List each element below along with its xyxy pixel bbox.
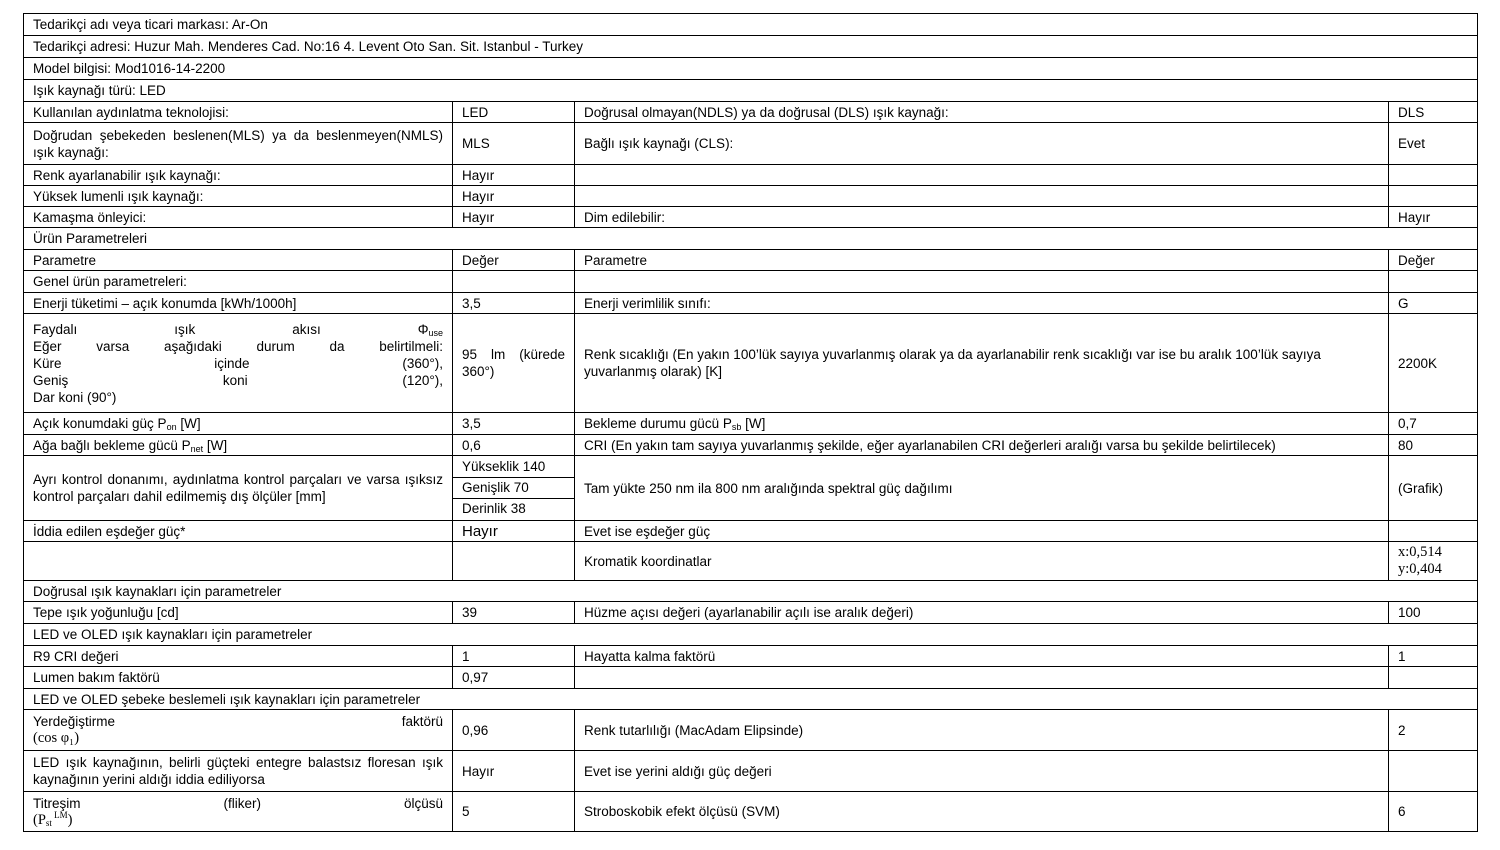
replace-label: LED ışık kaynağının, belirli güçteki entegre balastsız floresan ışık kaynağının yerini aldığı iddia ediliyorsa xyxy=(24,751,453,792)
r9-value: 1 xyxy=(453,646,575,667)
table-row xyxy=(24,792,1478,832)
svm-label: Stroboskobik efekt ölçüsü (SVM) xyxy=(575,792,1389,832)
empty-cell xyxy=(453,542,575,581)
pon-unit: [W] xyxy=(176,416,201,431)
equiv-power-label: Evet ise eşdeğer güç xyxy=(575,521,1389,542)
empty-cell xyxy=(1389,521,1478,542)
disp-text: Yerdeğiştirme faktörü xyxy=(33,714,443,729)
mls-value: MLS xyxy=(453,123,575,165)
table-row xyxy=(24,123,1478,165)
antiglare-value: Hayır xyxy=(453,207,575,228)
general-params-title: Genel ürün parametreleri: xyxy=(24,271,453,293)
pnet-value: 0,6 xyxy=(453,435,575,456)
address-row xyxy=(24,36,1478,58)
lumen-maint-label: Lumen bakım faktörü xyxy=(24,667,453,689)
empty-cell xyxy=(1389,186,1478,207)
spd-label: Tam yükte 250 nm ila 800 nm aralığında spektral güç dağılımı xyxy=(575,456,1389,521)
table-row xyxy=(24,646,1478,667)
table-row xyxy=(24,413,1478,435)
table-row xyxy=(24,165,1478,186)
table-row xyxy=(24,293,1478,314)
empty-cell xyxy=(453,271,575,293)
table-row xyxy=(24,667,1478,689)
flux-line-5: Dar koni (90°) xyxy=(33,389,117,405)
ndls-value: DLS xyxy=(1389,102,1478,123)
section-row xyxy=(24,228,1478,250)
empty-cell xyxy=(1389,271,1478,293)
pnet-unit: [W] xyxy=(203,437,228,453)
dimmable-label: Dim edilebilir: xyxy=(575,207,1389,228)
psb-value: 0,7 xyxy=(1389,413,1478,435)
survival-value: 1 xyxy=(1389,646,1478,667)
lighting-tech-value: LED xyxy=(453,102,575,123)
high-lumen-value: Hayır xyxy=(453,186,575,207)
replace-value: Hayır xyxy=(453,751,575,792)
psb-unit: [W] xyxy=(741,416,766,431)
psb-label xyxy=(575,413,1389,435)
disp-formula: (cos φ₁) xyxy=(33,730,80,746)
lighting-tech-label: Kullanılan aydınlatma teknolojisi: xyxy=(24,102,453,123)
chroma-y: y:0,404 xyxy=(1398,561,1442,577)
beam-label: Hüzme açısı değeri (ayarlanabilir açılı ise aralık değeri) xyxy=(575,602,1389,624)
product-info-sheet xyxy=(23,13,1478,832)
disp-label xyxy=(24,710,453,751)
table-row xyxy=(24,542,1478,581)
flux-line-4: Geniş koni (120°), xyxy=(33,372,443,388)
table-row xyxy=(24,314,1478,413)
pon-value: 3,5 xyxy=(453,413,575,435)
table-row xyxy=(24,186,1478,207)
consistency-value: 2 xyxy=(1389,710,1478,751)
table-row xyxy=(24,751,1478,792)
pon-text: Açık konumdaki güç P xyxy=(33,416,167,431)
supplier-row xyxy=(24,14,1478,36)
flicker-sup: LM xyxy=(51,809,68,820)
cct-label: Renk sıcaklığı (En yakın 100’lük sayıya yuvarlanmış olarak ya da ayarlanabilir renk sıcaklığı var ise bu aralık 100’lük sayıya yuvarlanmış olarak) [K] xyxy=(575,314,1389,413)
section-row xyxy=(24,689,1478,710)
equiv-label: İddia edilen eşdeğer güç* xyxy=(24,521,453,542)
dims-label: Ayrı kontrol donanımı, aydınlatma kontrol parçaları ve varsa ışıksız kontrol parçaları dahil edilmemiş dış ölçüler [mm] xyxy=(24,456,453,521)
table-row xyxy=(24,710,1478,751)
chroma-x: x:0,514 xyxy=(1398,544,1442,560)
pnet-text: Ağa bağlı bekleme gücü P xyxy=(33,437,191,453)
flicker-label xyxy=(24,792,453,832)
table-row xyxy=(24,602,1478,624)
led-title: LED ve OLED ışık kaynakları için parametreler xyxy=(24,624,1478,646)
consistency-label: Renk tutarlılığı (MacAdam Elipsinde) xyxy=(575,710,1389,751)
empty-cell xyxy=(575,667,1389,689)
color-tunable-label: Renk ayarlanabilir ışık kaynağı: xyxy=(24,165,453,186)
survival-label: Hayatta kalma faktörü xyxy=(575,646,1389,667)
lumen-maint-value: 0,97 xyxy=(453,667,575,689)
antiglare-label: Kamaşma önleyici: xyxy=(24,207,453,228)
dims-height: Yükseklik 140 xyxy=(462,459,546,474)
beam-value: 100 xyxy=(1389,602,1478,624)
col-header-param: Parametre xyxy=(24,250,453,271)
replace-power-label: Evet ise yerini aldığı güç değeri xyxy=(575,751,1389,792)
dimmable-value: Hayır xyxy=(1389,207,1478,228)
flicker-value: 5 xyxy=(453,792,575,832)
flux-line-1: Faydalı ışık akısı Φ xyxy=(33,321,429,337)
supplier-name: Tedarikçi adı veya ticari markası: Ar-On xyxy=(24,14,1478,36)
dims-depth: Derinlik 38 xyxy=(453,498,574,519)
r9-label: R9 CRI değeri xyxy=(24,646,453,667)
dims-values xyxy=(453,456,575,521)
mains-title: LED ve OLED şebeke beslemeli ışık kaynakları için parametreler xyxy=(24,689,1478,710)
peak-label: Tepe ışık yoğunluğu [cd] xyxy=(24,602,453,624)
mls-label: Doğrudan şebekeden beslenen(MLS) ya da beslenmeyen(NMLS) ışık kaynağı: xyxy=(24,123,453,165)
table-row xyxy=(24,207,1478,228)
table-row xyxy=(24,435,1478,456)
pon-label xyxy=(24,413,453,435)
flux-line-2: Eğer varsa aşağıdaki durum da belirtilmeli: xyxy=(33,338,443,354)
equiv-value: Hayır xyxy=(453,521,575,542)
cls-value: Evet xyxy=(1389,123,1478,165)
empty-cell xyxy=(575,271,1389,293)
col-header-value: Değer xyxy=(1389,250,1478,271)
cct-value: 2200K xyxy=(1389,314,1478,413)
cri-label: CRI (En yakın tam sayıya yuvarlanmış şekilde, eğer ayarlanabilen CRI değerleri aralığı varsa bu şekilde belirtilecek) xyxy=(575,435,1389,456)
disp-value: 0,96 xyxy=(453,710,575,751)
efficiency-label: Enerji verimlilik sınıfı: xyxy=(575,293,1389,314)
peak-value: 39 xyxy=(453,602,575,624)
product-params-title: Ürün Parametreleri xyxy=(24,228,1478,250)
col-header-param: Parametre xyxy=(575,250,1389,271)
ndls-label: Doğrusal olmayan(NDLS) ya da doğrusal (DLS) ışık kaynağı: xyxy=(575,102,1389,123)
pnet-sub: net xyxy=(190,443,204,454)
empty-cell xyxy=(1389,751,1478,792)
supplier-address: Tedarikçi adresi: Huzur Mah. Menderes Cad. No:16 4. Levent Oto San. Sit. Istanbul - Turkey xyxy=(24,36,1478,58)
table-row xyxy=(24,102,1478,123)
pnet-label xyxy=(24,435,453,456)
pon-sub: on xyxy=(166,422,177,432)
flux-sub: use xyxy=(428,327,443,338)
cri-value: 80 xyxy=(1389,435,1478,456)
svm-value: 6 xyxy=(1389,792,1478,832)
flicker-p: (P xyxy=(33,811,46,828)
empty-cell xyxy=(24,542,453,581)
flicker-sub: st xyxy=(45,817,52,828)
dims-width: Genişlik 70 xyxy=(453,477,574,498)
flux-line-3: Küre içinde (360°), xyxy=(33,355,443,371)
empty-cell xyxy=(1389,667,1478,689)
empty-cell xyxy=(575,165,1389,186)
efficiency-value: G xyxy=(1389,293,1478,314)
energy-label: Enerji tüketimi – açık konumda [kWh/1000h] xyxy=(24,293,453,314)
chroma-label: Kromatik koordinatlar xyxy=(575,542,1389,581)
empty-cell xyxy=(1389,165,1478,186)
table-row xyxy=(24,456,1478,521)
table-row xyxy=(24,271,1478,293)
psb-sub: sb xyxy=(731,422,742,432)
model-row xyxy=(24,58,1478,80)
high-lumen-label: Yüksek lumenli ışık kaynağı: xyxy=(24,186,453,207)
dls-title: Doğrusal ışık kaynakları için parametreler xyxy=(24,581,1478,602)
psb-text: Bekleme durumu gücü P xyxy=(584,416,732,431)
energy-value: 3,5 xyxy=(453,293,575,314)
flux-label xyxy=(24,314,453,413)
spd-value: (Grafik) xyxy=(1389,456,1478,521)
flicker-formula xyxy=(33,809,443,829)
flux-value: 95 lm (kürede 360°) xyxy=(453,314,575,413)
section-row xyxy=(24,581,1478,602)
model-info: Model bilgisi: Mod1016-14-2200 xyxy=(24,58,1478,80)
source-type-row xyxy=(24,80,1478,102)
header-row xyxy=(24,250,1478,271)
flicker-end: ) xyxy=(67,811,73,828)
color-tunable-value: Hayır xyxy=(453,165,575,186)
light-source-type: Işık kaynağı türü: LED xyxy=(24,80,1478,102)
section-row xyxy=(24,624,1478,646)
cls-label: Bağlı ışık kaynağı (CLS): xyxy=(575,123,1389,165)
table-row xyxy=(24,521,1478,542)
flicker-text: Titreşim (fliker) ölçüsü xyxy=(33,795,443,811)
chroma-values xyxy=(1389,542,1478,581)
empty-cell xyxy=(575,186,1389,207)
col-header-value: Değer xyxy=(453,250,575,271)
